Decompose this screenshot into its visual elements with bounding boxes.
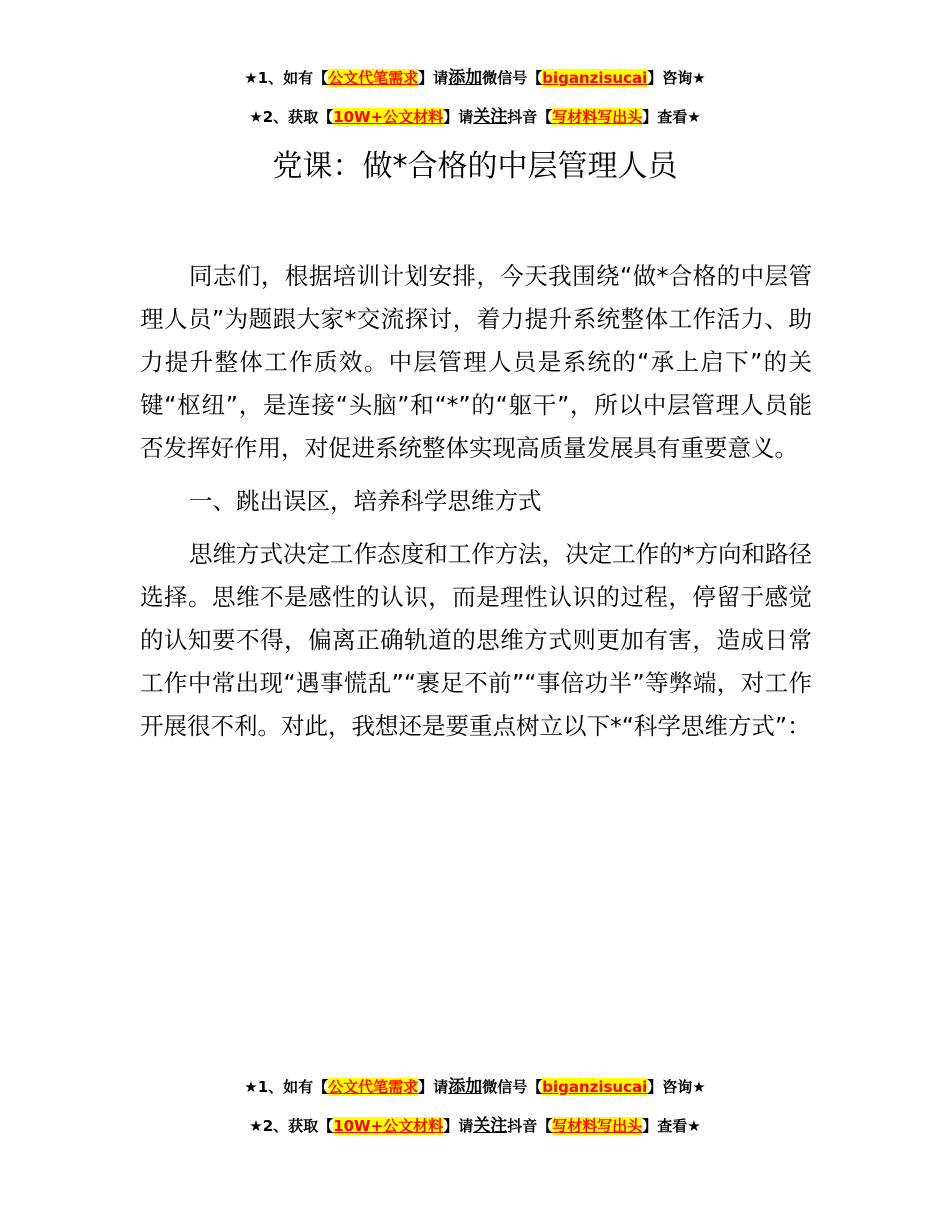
footer-banner-line-1: [0, 1077, 950, 1097]
document-title: 党课：做*合格的中层管理人员: [272, 149, 678, 184]
banner-text: 】咨询★: [647, 69, 706, 87]
banner-underline: 添加: [448, 1077, 483, 1097]
banner-text: ★1、如有【: [244, 69, 329, 87]
banner-text: 微信号【: [482, 69, 543, 87]
banner-text: 】查看★: [642, 1117, 701, 1135]
banner-highlight: 写材料写出头: [552, 108, 643, 126]
banner-text: ★2、获取【: [249, 1117, 334, 1135]
document-body: [140, 255, 812, 748]
footer-banner-line-2: [0, 1116, 950, 1136]
paragraph-thinking: 思维方式决定工作态度和工作方法，决定工作的*方向和路径选择。思维不是感性的认识，而是理性认识的过程，停留于感觉的认知要不得，偏离正确轨道的思维方式则更加有害，造成日常工作中常出现“遇事慌乱”“裹足不前”“事倍功半”等弊端，对工作开展很不利。对此，我想还是要重点树立以下*“科学思维方式”：: [140, 540, 812, 740]
banner-highlight: 写材料写出头: [552, 1117, 643, 1135]
banner-text: 】查看★: [642, 108, 701, 126]
section-heading-1: 一、跳出误区，培养科学思维方式: [189, 487, 542, 515]
banner-text: 】请: [443, 108, 474, 126]
banner-text: 】请: [443, 1117, 474, 1135]
header-banner-line-2: [0, 107, 950, 127]
banner-highlight: 公文代笔需求: [328, 69, 419, 87]
banner-text: 抖音【: [507, 108, 553, 126]
banner-underline: 添加: [448, 68, 483, 88]
banner-highlight: biganzisucai: [542, 1078, 648, 1096]
banner-highlight: 10W+公文材料: [333, 1117, 444, 1135]
banner-text: 微信号【: [482, 1078, 543, 1096]
banner-highlight: 公文代笔需求: [328, 1078, 419, 1096]
paragraph-intro: 同志们，根据培训计划安排，今天我围绕“做*合格的中层管理人员”为题跟大家*交流探讨，着力提升系统整体工作活力、助力提升整体工作质效。中层管理人员是系统的“承上启下”的关键“枢纽”，是连接“头脑”和“*”的“躯干”，所以中层管理人员能否发挥好作用，对促进系统整体实现高质量发展具有重要意义。: [140, 262, 812, 462]
banner-highlight: biganzisucai: [542, 69, 648, 87]
banner-text: 】请: [418, 69, 449, 87]
banner-underline: 关注: [473, 107, 508, 127]
banner-underline: 关注: [473, 1116, 508, 1136]
banner-text: 抖音【: [507, 1117, 553, 1135]
banner-text: 】咨询★: [647, 1078, 706, 1096]
banner-text: 】请: [418, 1078, 449, 1096]
banner-text: ★2、获取【: [249, 108, 334, 126]
header-banner-line-1: [0, 68, 950, 88]
banner-text: ★1、如有【: [244, 1078, 329, 1096]
banner-highlight: 10W+公文材料: [333, 108, 444, 126]
